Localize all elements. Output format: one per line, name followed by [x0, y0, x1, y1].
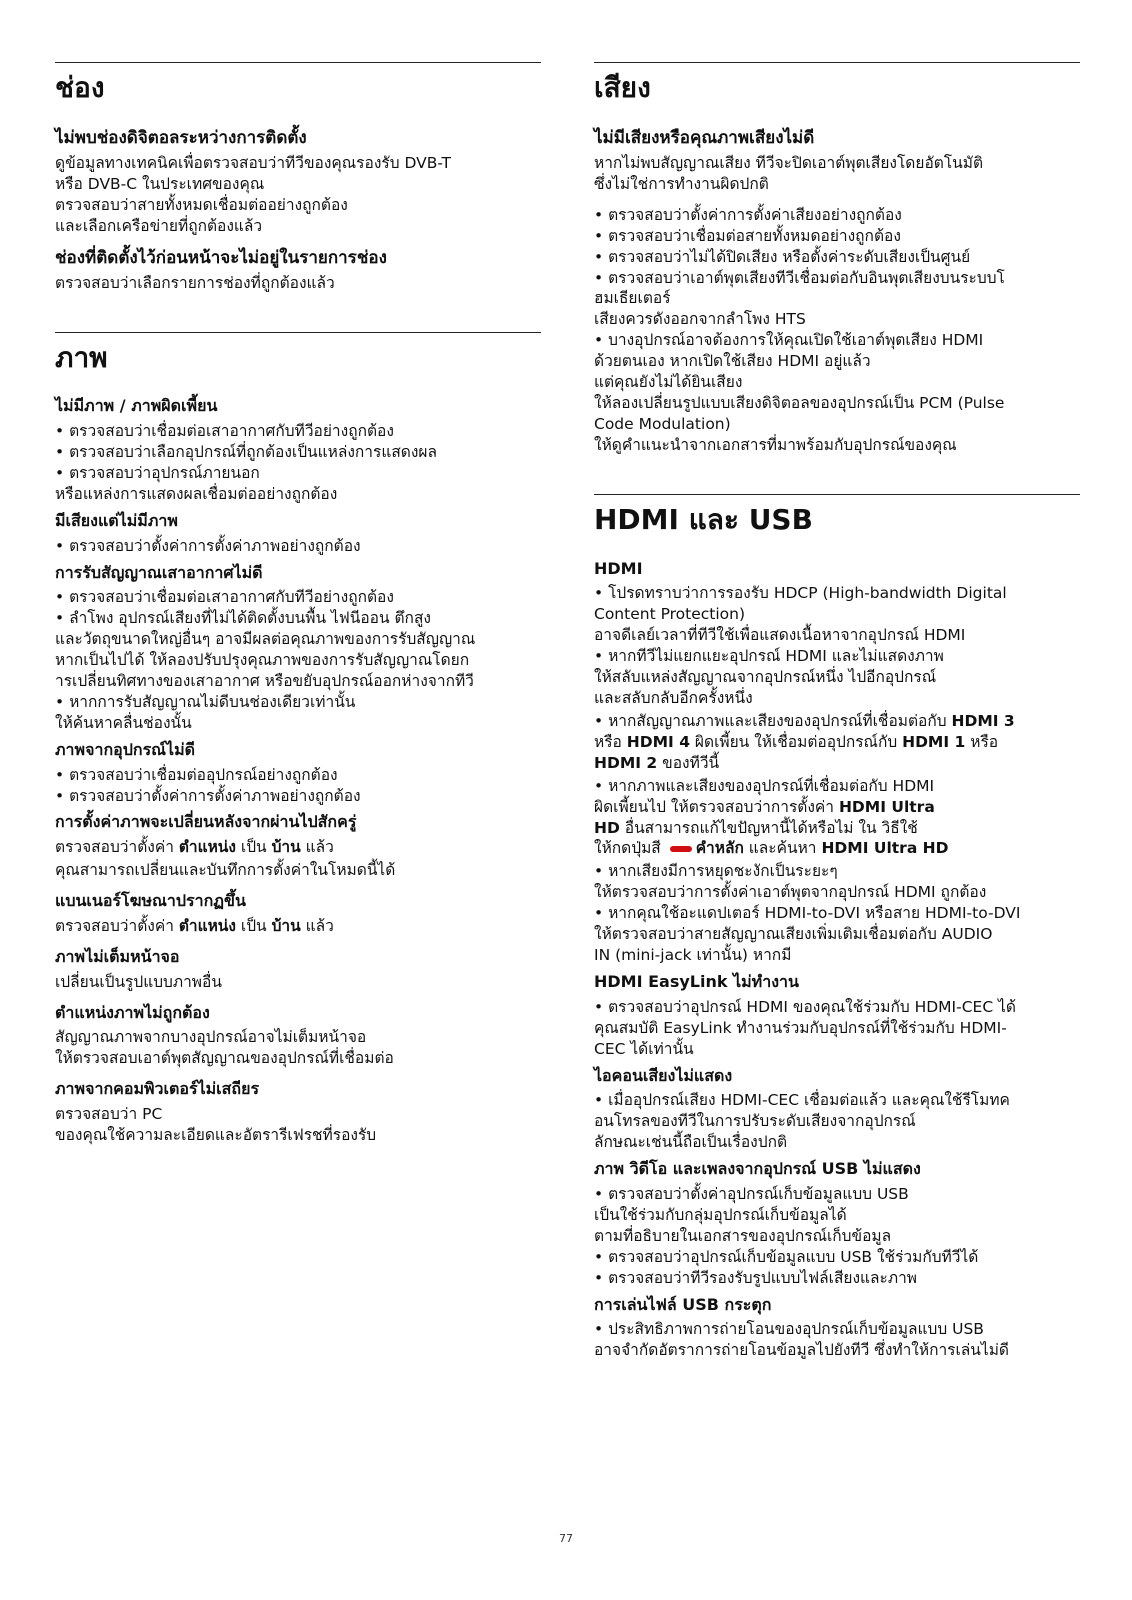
text-settings-change: ตรวจสอบว่าตั้งค่า ตำแหน่ง เป็น บ้าน แล้ว: [55, 838, 334, 857]
text-not-fullscreen: เปลี่ยนเป็นรูปแบบภาพอื่น: [55, 972, 222, 991]
section-hdmi-usb: [594, 494, 1080, 1361]
heading-no-digital-channels: ไม่พบช่องดิจิตอลระหว่างการติดตั้ง: [55, 127, 307, 148]
text-poor-device-picture: • ตรวจสอบว่าเชื่อมต่ออุปกรณ์อย่างถูกต้อง • ตรวจสอบว่าตั้งค่าการตั้งค่าภาพอย่างถูกต้อง: [55, 765, 361, 805]
text-hdmi-3: • หากภาพและเสียงของอุปกรณ์ที่เชื่อมต่อกับ HDMI ผิดเพี้ยนไป ให้ตรวจสอบว่าการตั้งค่า HDMI Ultra HD อื่นสามารถแก้ไขปัญหานี้ได้หรือไม่ ใน วิธีใช้ ให้กดปุ่มสี คำหลัก และค้นหา HDMI Ultra HD: [594, 776, 949, 858]
section-title-picture: ภาพ: [55, 340, 108, 374]
left-column: [55, 62, 541, 1148]
text-usb-not-shown: • ตรวจสอบว่าตั้งค่าอุปกรณ์เก็บข้อมูลแบบ USB เป็นใช้ร่วมกับกลุ่มอุปกรณ์เก็บข้อมูลได้ ตามที่อธิบายในเอกสารของอุปกรณ์เก็บข้อมูล • ตรวจสอบว่าอุปกรณ์เก็บข้อมูลแบบ USB ใช้ร่วมกับทีวีได้ • ตรวจสอบว่าทีวีรองรับรูปแบบไฟล์เสียงและภาพ: [594, 1184, 979, 1287]
section-title-hdmi-usb: HDMI และ USB: [594, 502, 813, 536]
heading-poor-device-picture: ภาพจากอุปกรณ์ไม่ดี: [55, 739, 195, 759]
heading-usb-choppy: การเล่นไฟล์ USB กระตุก: [594, 1294, 772, 1314]
heading-no-sound: ไม่มีเสียงหรือคุณภาพเสียงไม่ดี: [594, 127, 815, 148]
text-channels-not-in-list: ตรวจสอบว่าเลือกรายการช่องที่ถูกต้องแล้ว: [55, 273, 335, 292]
heading-poor-antenna: การรับสัญญาณเสาอากาศไม่ดี: [55, 562, 263, 582]
text-hdmi-1: • โปรดทราบว่าการรองรับ HDCP (High-bandwidth Digital Content Protection) อาจดีเลย์เวลาที่ทีวีใช้เพื่อแสดงเนื้อหาจากอุปกรณ์ HDMI • หากทีวีไม่แยกแยะอุปกรณ์ HDMI และไม่แสดงภาพ ให้สลับแหล่งสัญญาณจากอุปกรณ์หนึ่ง ไปอีกอุปกรณ์ และสลับกลับอีกครั้งหนึ่ง: [594, 584, 1007, 707]
heading-easylink: HDMI EasyLink ไม่ทำงาน: [594, 971, 799, 991]
text-sound-no-picture: • ตรวจสอบว่าตั้งค่าการตั้งค่าภาพอย่างถูกต้อง: [55, 536, 361, 555]
page-number: 77: [559, 1532, 573, 1545]
heading-not-fullscreen: ภาพไม่เต็มหน้าจอ: [55, 946, 180, 966]
heading-sound-no-picture: มีเสียงแต่ไม่มีภาพ: [55, 510, 178, 530]
text-settings-change-2: คุณสามารถเปลี่ยนและบันทึกการตั้งค่าในโหมดนี้ได้: [55, 861, 396, 880]
text-poor-antenna: • ตรวจสอบว่าเชื่อมต่อเสาอากาศกับทีวีอย่างถูกต้อง • ลำโพง อุปกรณ์เสียงที่ไม่ได้ติดตั้งบนพื้น ไฟนีออน ตึกสูง และวัตถุขนาดใหญ่อื่นๆ อาจมีผลต่อคุณภาพของการรับสัญญาณ หากเป็นไปได้ ให้ลองปรับปรุงคุณภาพของการรับสัญญาณโดยก ารเปลี่ยนทิศทางของเสาอากาศ หรือขยับอุปกรณ์ออกห่างจากทีวี • หากการรับสัญญาณไม่ดีบนช่องเดียวเท่านั้น ให้ค้นหาคลื่นช่องนั้น: [55, 588, 476, 732]
section-title-channels: ช่อง: [55, 71, 105, 104]
heading-channels-not-in-list: ช่องที่ติดตั้งไว้ก่อนหน้าจะไม่อยู่ในรายการช่อง: [55, 247, 387, 268]
text-hdmi-2: • หากสัญญาณภาพและเสียงของอุปกรณ์ที่เชื่อมต่อกับ HDMI 3 หรือ HDMI 4 ผิดเพี้ยน ให้เชื่อมต่ออุปกรณ์กับ HDMI 1 หรือ HDMI 2 ของทีวีนี้: [594, 711, 1015, 772]
heading-hdmi: HDMI: [594, 558, 643, 578]
heading-wrong-position: ตำแหน่งภาพไม่ถูกต้อง: [55, 1002, 210, 1022]
heading-pc-unstable: ภาพจากคอมพิวเตอร์ไม่เสถียร: [55, 1079, 260, 1099]
heading-usb-not-shown: ภาพ วิดีโอ และเพลงจากอุปกรณ์ USB ไม่แสดง: [594, 1159, 921, 1179]
text-volume-icon: • เมื่ออุปกรณ์เสียง HDMI-CEC เชื่อมต่อแล้ว และคุณใช้รีโมทค อนโทรลของทีวีในการปรับระดับเสียงจากอุปกรณ์ ลักษณะเช่นนี้ถือเป็นเรื่องปกติ: [594, 1091, 1010, 1152]
text-hdmi-4: • หากเสียงมีการหยุดชะงักเป็นระยะๆ ให้ตรวจสอบว่าการตั้งค่าเอาต์พุตจากอุปกรณ์ HDMI ถูกต้อง • หากคุณใช้อะแดปเตอร์ HDMI-to-DVI หรือสาย HDMI-to-DVI ให้ตรวจสอบว่าสายสัญญาณเสียงเพิ่มเติมเชื่อมต่อกับ AUDIO IN (mini-jack เท่านั้น) หากมี: [594, 862, 1021, 965]
heading-volume-icon: ไอคอนเสียงไม่แสดง: [594, 1065, 733, 1085]
section-picture: [55, 332, 541, 1146]
heading-no-picture: ไม่มีภาพ / ภาพผิดเพี้ยน: [55, 396, 218, 416]
text-banner-appears: ตรวจสอบว่าตั้งค่า ตำแหน่ง เป็น บ้าน แล้ว: [55, 916, 334, 935]
text-sound-checks: • ตรวจสอบว่าตั้งค่าการตั้งค่าเสียงอย่างถูกต้อง • ตรวจสอบว่าเชื่อมต่อสายทั้งหมดอย่างถูกต้อง • ตรวจสอบว่าไม่ได้ปิดเสียง หรือตั้งค่าระดับเสียงเป็นศูนย์ • ตรวจสอบว่าเอาต์พุตเสียงทีวีเชื่อมต่อกับอินพุตเสียงบนระบบโ ฮมเธียเตอร์ เสียงควรดังออกจากลำโพง HTS • บางอุปกรณ์อาจต้องการให้คุณเปิดใช้เอาต์พุตเสียง HDMI ด้วยตนเอง หากเปิดใช้เสียง HDMI อยู่แล้ว แต่คุณยังไม่ได้ยินเสียง ให้ลองเปลี่ยนรูปแบบเสียงดิจิตอลของอุปกรณ์เป็น PCM (Pulse Code Modulation) ให้ดูคำแนะนำจากเอกสารที่มาพร้อมกับอุปกรณ์ของคุณ: [594, 205, 1005, 454]
right-column: [594, 62, 1080, 1363]
text-easylink: • ตรวจสอบว่าอุปกรณ์ HDMI ของคุณใช้ร่วมกับ HDMI-CEC ได้ คุณสมบัติ EasyLink ทำงานร่วมกับอุปกรณ์ที่ใช้ร่วมกับ HDMI- CEC ได้เท่านั้น: [594, 997, 1016, 1058]
heading-settings-change: การตั้งค่าภาพจะเปลี่ยนหลังจากผ่านไปสักครู่: [55, 812, 357, 832]
text-no-sound: หากไม่พบสัญญาณเสียง ทีวีจะปิดเอาต์พุตเสียงโดยอัตโนมัติ ซึ่งไม่ใช่การทำงานผิดปกติ: [594, 153, 984, 193]
text-no-digital-channels: ดูข้อมูลทางเทคนิคเพื่อตรวจสอบว่าทีวีของคุณรองรับ DVB-T หรือ DVB-C ในประเทศของคุณ ตรวจสอบว่าสายทั้งหมดเชื่อมต่ออย่างถูกต้อง และเลือกเครือข่ายที่ถูกต้องแล้ว: [55, 153, 452, 235]
section-sound: [594, 62, 1080, 456]
red-color-key-icon: [670, 846, 692, 852]
text-wrong-position: สัญญาณภาพจากบางอุปกรณ์อาจไม่เต็มหน้าจอ ให้ตรวจสอบเอาต์พุตสัญญาณของอุปกรณ์ที่เชื่อมต่อ: [55, 1028, 394, 1068]
section-title-sound: เสียง: [594, 71, 651, 104]
text-pc-unstable: ตรวจสอบว่า PC ของคุณใช้ความละเอียดและอัตรารีเฟรชที่รองรับ: [55, 1105, 377, 1144]
heading-banner-appears: แบนเนอร์โฆษณาปรากฏขึ้น: [55, 891, 246, 911]
section-channels: [55, 62, 541, 294]
text-no-picture: • ตรวจสอบว่าเชื่อมต่อเสาอากาศกับทีวีอย่างถูกต้อง • ตรวจสอบว่าเลือกอุปกรณ์ที่ถูกต้องเป็นแหล่งการแสดงผล • ตรวจสอบว่าอุปกรณ์ภายนอก หรือแหล่งการแสดงผลเชื่อมต่ออย่างถูกต้อง: [55, 422, 438, 503]
text-usb-choppy: • ประสิทธิภาพการถ่ายโอนของอุปกรณ์เก็บข้อมูลแบบ USB อาจจำกัดอัตราการถ่ายโอนข้อมูลไปยังทีวี ซึ่งทำให้การเล่นไม่ดี: [594, 1320, 1009, 1360]
